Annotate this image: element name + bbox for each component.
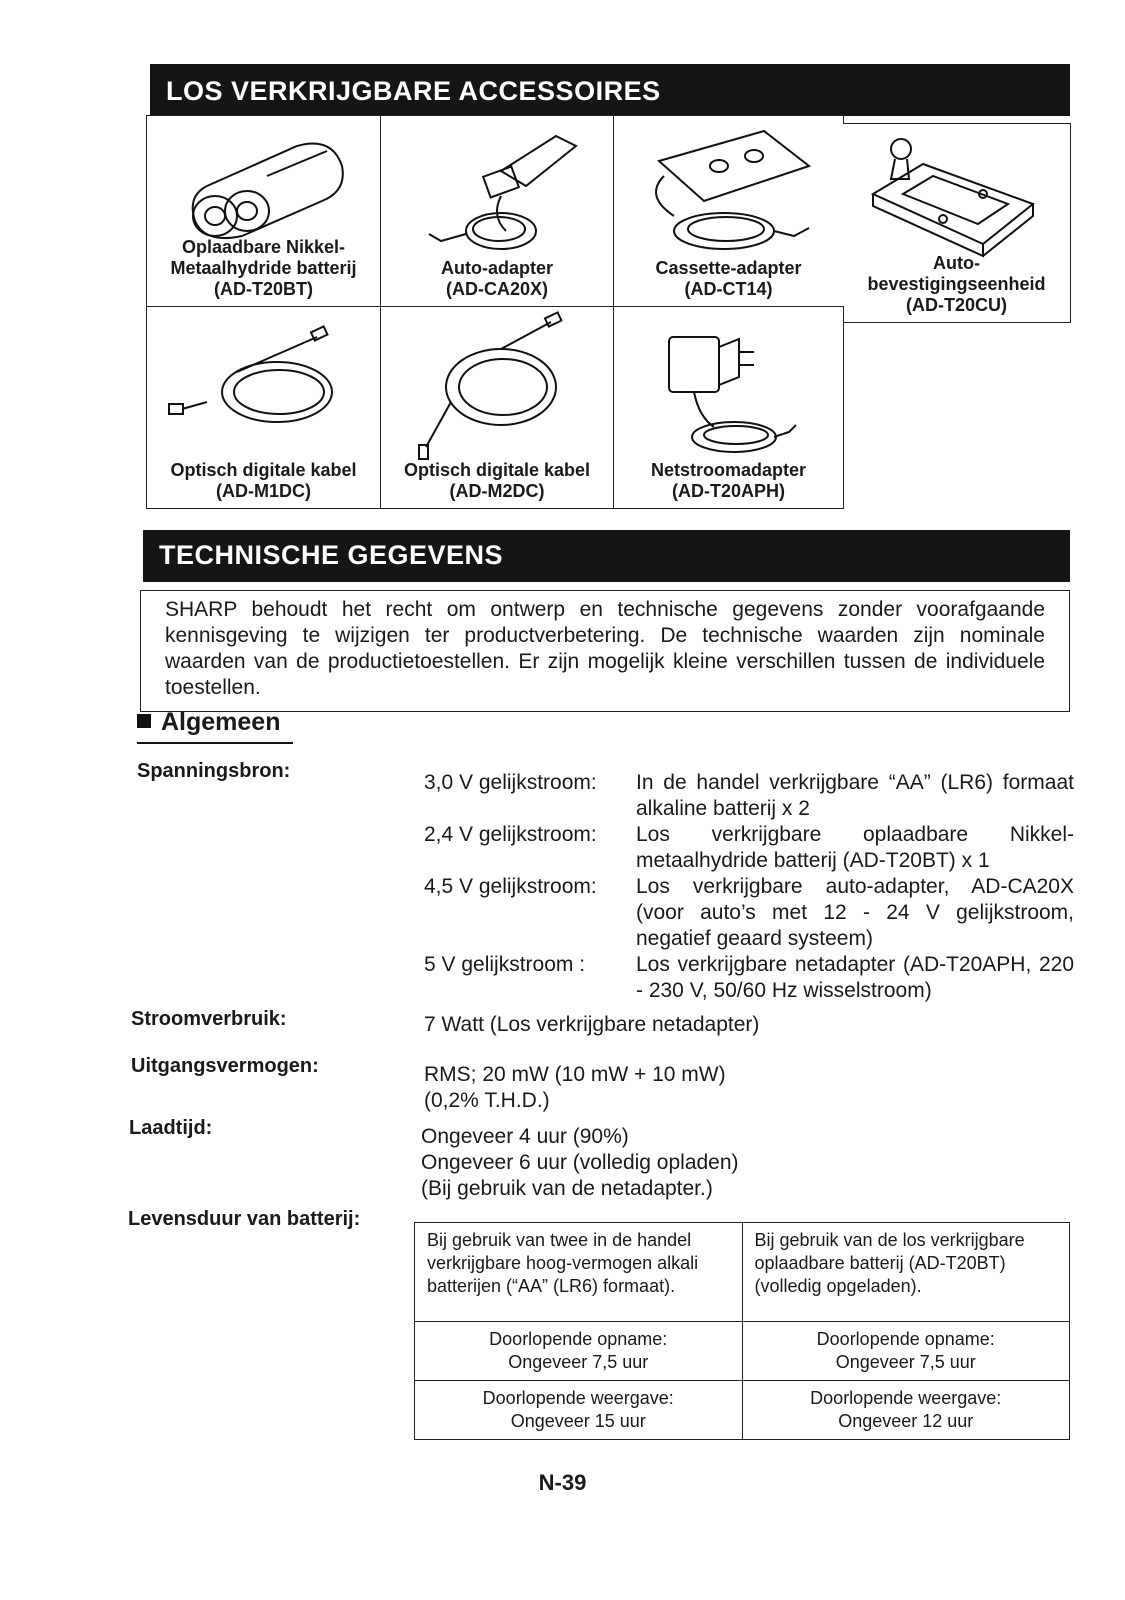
cassette-adapter-icon — [614, 116, 845, 266]
spec-value-charge-time — [421, 1124, 739, 1202]
power-description: Los verkrijgbare netadapter (AD-T20APH, 220 - 230 V, 50/60 Hz wisselstroom) — [636, 953, 1074, 1002]
accessory-car-mount — [843, 123, 1071, 323]
accessory-name: Optisch digitale kabel — [403, 460, 591, 480]
table-header-cell: Bij gebruik van de los verkrijgbare oplaadbare batterij (AD-T20BT) (volledig opgeladen). — [742, 1223, 1070, 1322]
power-row — [424, 874, 1074, 952]
table-cell-line: Ongeveer 7,5 uur — [835, 1352, 976, 1372]
notice-box — [140, 590, 1070, 712]
power-row — [424, 770, 1074, 822]
optical-cable-icon — [381, 307, 615, 467]
spec-label-output: Uitgangsvermogen: — [131, 1055, 319, 1077]
accessory-name: Auto- — [933, 253, 980, 273]
power-voltage: 3,0 V gelijkstroom: — [424, 771, 597, 794]
accessory-caption — [147, 460, 380, 502]
table-cell-line: Doorlopende opname: — [816, 1329, 995, 1349]
car-mount-icon — [843, 124, 1071, 274]
power-description: In de handel verkrijgbare “AA” (LR6) formaat alkaline batterij x 2 — [636, 771, 1074, 820]
table-cell-line: Ongeveer 12 uur — [838, 1411, 974, 1431]
accessory-optical-cable-1 — [146, 306, 381, 509]
tech-title: TECHNISCHE GEGEVENS — [159, 540, 504, 570]
accessory-caption — [381, 460, 613, 502]
accessory-caption — [843, 253, 1070, 316]
accessory-caption — [614, 460, 843, 502]
accessory-optical-cable-2 — [380, 306, 614, 509]
spec-label-charge-time: Laadtijd: — [129, 1117, 213, 1139]
power-row — [424, 952, 1074, 1004]
table-cell — [742, 1322, 1070, 1381]
spec-value-line: Ongeveer 4 uur (90%) — [421, 1125, 629, 1148]
accessory-name: Optisch digitale kabel — [170, 460, 357, 480]
table-row — [415, 1322, 1070, 1381]
section-underline — [137, 742, 293, 744]
table-cell-line: Doorlopende weergave: — [810, 1388, 1002, 1408]
accessory-name: Auto-adapter — [441, 258, 553, 278]
tech-banner — [143, 530, 1070, 582]
table-header-cell: Bij gebruik van twee in de handel verkrijgbare hoog-vermogen alkali batterijen (“AA” (LR6) formaat). — [415, 1223, 743, 1322]
accessory-model: (AD-M1DC) — [216, 481, 311, 501]
bullet-square-icon — [137, 714, 151, 728]
accessory-name: bevestigingseenheid — [867, 274, 1046, 294]
car-adapter-icon — [381, 116, 615, 266]
accessory-model: (AD-CA20X) — [445, 279, 548, 299]
table-cell-line: Ongeveer 7,5 uur — [508, 1352, 649, 1372]
accessory-caption — [147, 237, 380, 300]
table-cell — [415, 1381, 743, 1440]
section-heading — [137, 708, 280, 737]
spec-value-line: Ongeveer 6 uur (volledig opladen) — [421, 1151, 739, 1174]
accessory-cassette-adapter — [613, 115, 844, 307]
spec-value-line: RMS; 20 mW (10 mW + 10 mW) — [424, 1063, 726, 1086]
spec-value-line: (Bij gebruik van de netadapter.) — [421, 1177, 713, 1200]
accessories-title: LOS VERKRIJGBARE ACCESSOIRES — [166, 76, 661, 106]
power-voltage: 5 V gelijkstroom : — [424, 953, 586, 976]
accessory-battery — [146, 115, 381, 307]
table-row — [415, 1223, 1070, 1322]
spec-value-output — [424, 1062, 726, 1114]
optical-cable-icon — [147, 307, 382, 467]
accessory-name: Cassette-adapter — [655, 258, 802, 278]
accessory-caption — [381, 258, 613, 300]
table-cell-line: Doorlopende weergave: — [482, 1388, 674, 1408]
accessory-model: (AD-M2DC) — [449, 481, 545, 501]
accessory-caption — [614, 258, 843, 300]
accessory-model: (AD-T20CU) — [906, 295, 1007, 315]
accessory-model: (AD-T20APH) — [671, 481, 785, 501]
power-row — [424, 822, 1074, 874]
accessory-name: Metaalhydride batterij — [170, 258, 357, 278]
accessory-model: (AD-CT14) — [684, 279, 773, 299]
accessory-name: Netstroomadapter — [650, 460, 807, 480]
accessory-name: Oplaadbare Nikkel- — [181, 237, 346, 257]
table-cell — [742, 1381, 1070, 1440]
spec-value-line: (0,2% T.H.D.) — [424, 1089, 550, 1112]
accessory-ac-adapter — [613, 306, 844, 509]
ac-adapter-icon — [614, 307, 845, 467]
power-description: Los verkrijgbare oplaadbare Nikkel-metaalhydride batterij (AD-T20BT) x 1 — [636, 823, 1074, 872]
table-cell-line: Doorlopende opname: — [489, 1329, 668, 1349]
power-voltage: 2,4 V gelijkstroom: — [424, 823, 597, 846]
page-number: N-39 — [538, 1470, 587, 1495]
table-cell-line: Ongeveer 15 uur — [510, 1411, 646, 1431]
table-row — [415, 1381, 1070, 1440]
notice-text: SHARP behoudt het recht om ontwerp en technische gegevens zonder voorafgaande kennisgeving te wijzigen ter productverbetering. De technische waarden zijn nominale waarden van de productietoestellen. Er zijn mogelijk kleine verschillen tussen de individuele toestellen. — [165, 598, 1045, 699]
spec-label-consumption: Stroomverbruik: — [131, 1008, 287, 1030]
table-cell — [415, 1322, 743, 1381]
power-description: Los verkrijgbare auto-adapter, AD-CA20X (voor auto’s met 12 - 24 V gelijkstroom, negatief geaard systeem) — [636, 875, 1074, 950]
spec-label-power-source: Spanningsbron: — [137, 760, 291, 782]
section-heading-text: Algemeen — [161, 708, 281, 736]
battery-life-table — [414, 1222, 1070, 1440]
spec-value-consumption: 7 Watt (Los verkrijgbare netadapter) — [424, 1013, 760, 1036]
spec-label-battery-life: Levensduur van batterij: — [128, 1208, 361, 1230]
accessories-banner — [150, 64, 1070, 116]
power-voltage: 4,5 V gelijkstroom: — [424, 875, 597, 898]
accessory-car-adapter — [380, 115, 614, 307]
accessory-model: (AD-T20BT) — [214, 279, 313, 299]
